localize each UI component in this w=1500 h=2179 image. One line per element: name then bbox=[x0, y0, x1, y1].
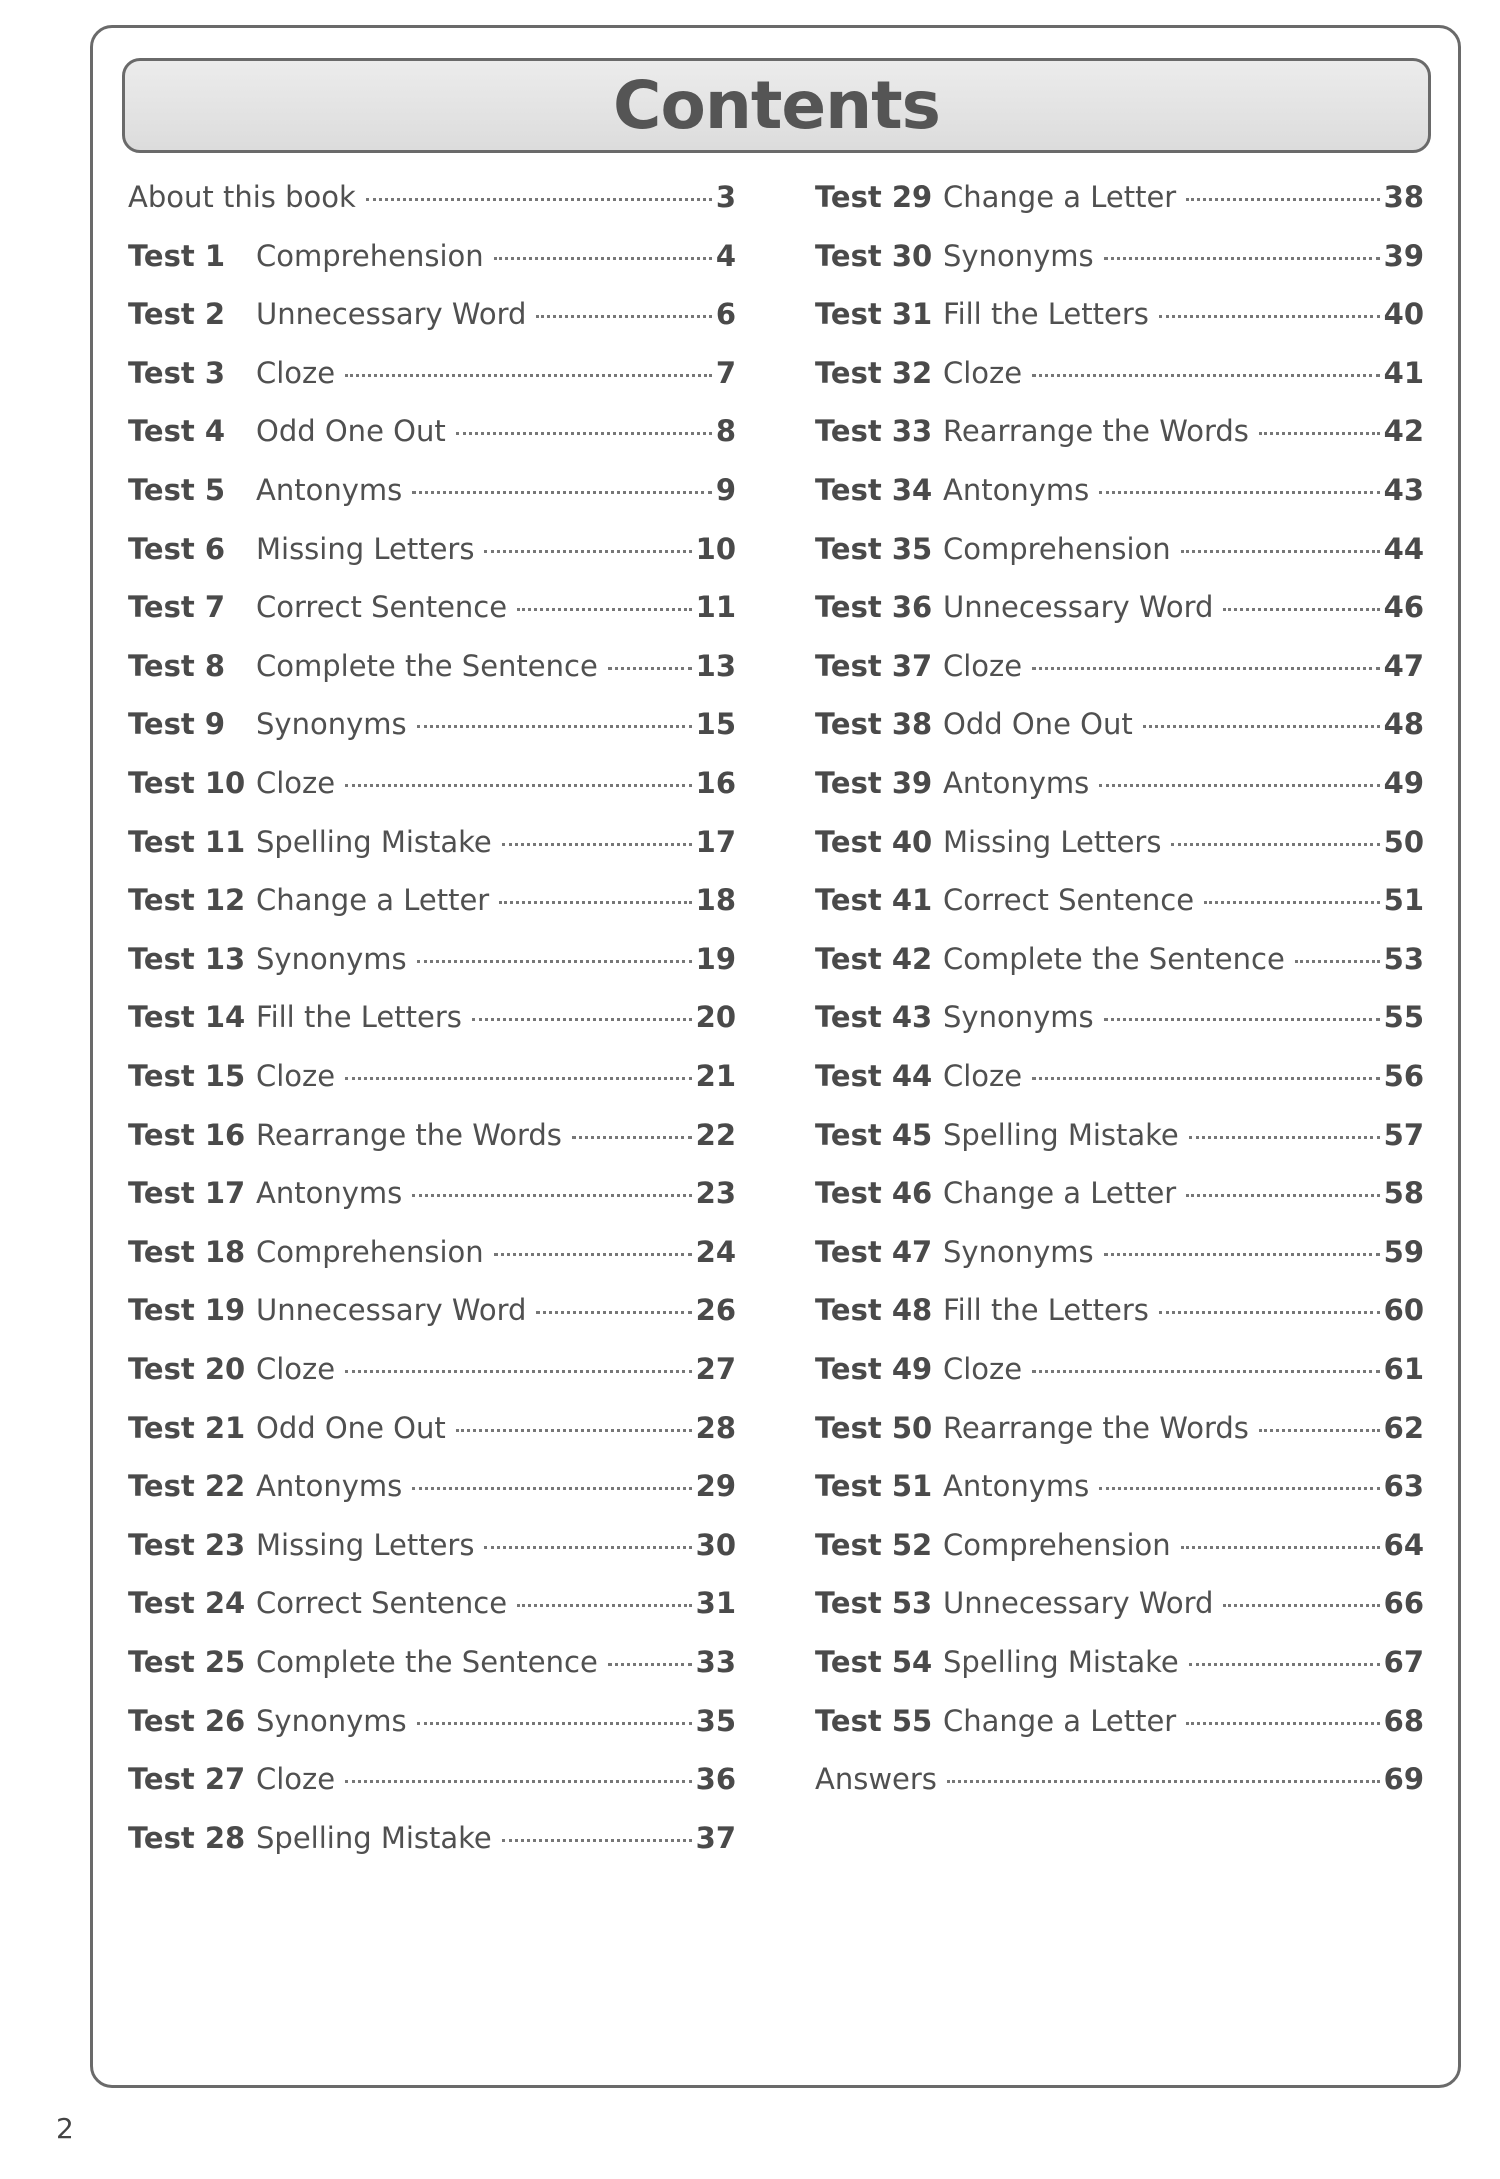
toc-entry[interactable] bbox=[815, 414, 1424, 454]
dot-leader bbox=[1186, 198, 1379, 201]
dot-leader bbox=[1223, 608, 1379, 611]
page-ref: 22 bbox=[695, 1117, 736, 1152]
test-label: Test 1 bbox=[128, 238, 225, 273]
toc-entry[interactable] bbox=[128, 766, 736, 806]
dot-leader bbox=[1171, 843, 1379, 846]
dot-leader bbox=[456, 1429, 692, 1432]
toc-entry[interactable] bbox=[815, 1293, 1424, 1333]
page-ref: 13 bbox=[695, 648, 736, 683]
page-ref: 50 bbox=[1383, 824, 1424, 859]
test-label: Test 55 bbox=[815, 1703, 933, 1738]
test-label: Test 26 bbox=[128, 1703, 246, 1738]
dot-leader bbox=[412, 1194, 691, 1197]
toc-entry[interactable] bbox=[815, 590, 1424, 630]
test-label: Test 29 bbox=[815, 180, 933, 214]
toc-entry[interactable] bbox=[128, 1704, 736, 1744]
test-label: Test 32 bbox=[815, 355, 933, 390]
test-label: Test 5 bbox=[128, 473, 225, 507]
entry-title: Spelling Mistake bbox=[943, 1645, 1179, 1679]
test-label: Test 40 bbox=[815, 824, 933, 859]
entry-title: Rearrange the Words bbox=[256, 1117, 562, 1152]
entry-title: Correct Sentence bbox=[256, 590, 508, 625]
test-label: Test 6 bbox=[128, 531, 225, 566]
entry-title: Comprehension bbox=[256, 238, 484, 273]
dot-leader bbox=[1099, 784, 1379, 787]
page-ref: 30 bbox=[695, 1527, 736, 1562]
test-label: Test 24 bbox=[128, 1586, 246, 1621]
test-label: Test 13 bbox=[128, 941, 246, 976]
entry-title: Cloze bbox=[256, 1059, 336, 1093]
page-ref: 69 bbox=[1383, 1762, 1424, 1797]
dot-leader bbox=[1104, 1018, 1380, 1021]
test-label: Test 30 bbox=[815, 238, 933, 273]
toc-entry[interactable] bbox=[815, 239, 1424, 279]
test-label: Test 20 bbox=[128, 1352, 246, 1386]
entry-title: Unnecessary Word bbox=[943, 1586, 1214, 1621]
entry-title: Comprehension bbox=[943, 531, 1171, 566]
page-ref: 28 bbox=[695, 1410, 736, 1445]
page-ref: 29 bbox=[695, 1469, 736, 1504]
test-label: Test 4 bbox=[128, 414, 225, 449]
entry-title: Cloze bbox=[256, 1762, 336, 1797]
entry-title: Answers bbox=[815, 1762, 937, 1797]
dot-leader bbox=[1143, 725, 1380, 728]
dot-leader bbox=[608, 1663, 692, 1666]
test-label: Test 41 bbox=[815, 883, 933, 918]
toc-entry[interactable] bbox=[128, 1118, 736, 1158]
entry-title: Spelling Mistake bbox=[256, 1820, 492, 1855]
entry-title: Change a Letter bbox=[943, 1176, 1177, 1211]
toc-entry[interactable] bbox=[128, 590, 736, 630]
page-ref: 39 bbox=[1383, 238, 1424, 273]
page-ref: 23 bbox=[695, 1176, 736, 1211]
entry-title: Missing Letters bbox=[943, 824, 1162, 859]
test-label: Test 31 bbox=[815, 297, 933, 332]
test-label: Test 53 bbox=[815, 1586, 933, 1621]
page-ref: 21 bbox=[695, 1059, 736, 1093]
toc-entry[interactable] bbox=[815, 1059, 1424, 1099]
test-label: Test 11 bbox=[128, 824, 246, 859]
toc-entry[interactable] bbox=[815, 1469, 1424, 1509]
page-ref: 66 bbox=[1383, 1586, 1424, 1621]
page-ref: 38 bbox=[1383, 180, 1424, 214]
toc-entry[interactable] bbox=[128, 1352, 736, 1392]
page-ref: 40 bbox=[1383, 297, 1424, 332]
dot-leader bbox=[1186, 1722, 1379, 1725]
test-label: Test 7 bbox=[128, 590, 225, 625]
dot-leader bbox=[517, 1604, 692, 1607]
page-ref: 26 bbox=[695, 1293, 736, 1328]
entry-title: Cloze bbox=[943, 648, 1023, 683]
dot-leader bbox=[345, 784, 692, 787]
entry-title: Unnecessary Word bbox=[943, 590, 1214, 625]
entry-title: Fill the Letters bbox=[256, 1000, 462, 1035]
entry-title: Cloze bbox=[943, 355, 1023, 390]
page-ref: 41 bbox=[1383, 355, 1424, 390]
toc-entry[interactable] bbox=[815, 707, 1424, 747]
dot-leader bbox=[1159, 1311, 1380, 1314]
page-ref: 59 bbox=[1383, 1234, 1424, 1269]
page-ref: 33 bbox=[695, 1645, 736, 1679]
toc-entry[interactable] bbox=[128, 1235, 736, 1275]
entry-title: Change a Letter bbox=[943, 180, 1177, 214]
entry-title: Odd One Out bbox=[943, 707, 1133, 742]
test-label: Test 22 bbox=[128, 1469, 246, 1504]
toc-entry[interactable] bbox=[128, 532, 736, 572]
test-label: Test 52 bbox=[815, 1527, 933, 1562]
test-label: Test 36 bbox=[815, 590, 933, 625]
test-label: Test 42 bbox=[815, 941, 933, 976]
toc-entry[interactable] bbox=[815, 649, 1424, 689]
test-label: Test 51 bbox=[815, 1469, 933, 1504]
page-ref: 8 bbox=[715, 414, 736, 449]
test-label: Test 19 bbox=[128, 1293, 246, 1328]
page-ref: 37 bbox=[695, 1820, 736, 1855]
dot-leader bbox=[1032, 374, 1380, 377]
entry-title: Synonyms bbox=[943, 1000, 1094, 1035]
test-label: Test 17 bbox=[128, 1176, 246, 1211]
toc-entry[interactable] bbox=[128, 297, 736, 337]
test-label: Test 23 bbox=[128, 1527, 246, 1562]
toc-entry[interactable] bbox=[128, 1762, 736, 1802]
entry-title: Antonyms bbox=[943, 1469, 1090, 1504]
entry-title: Missing Letters bbox=[256, 531, 475, 566]
entry-title: Unnecessary Word bbox=[256, 297, 527, 332]
dot-leader bbox=[572, 1136, 692, 1139]
dot-leader bbox=[1099, 491, 1379, 494]
page-ref: 56 bbox=[1383, 1059, 1424, 1093]
toc-entry[interactable] bbox=[815, 1352, 1424, 1392]
entry-title: Cloze bbox=[256, 1352, 336, 1386]
toc-entry[interactable] bbox=[815, 766, 1424, 806]
entry-title: Correct Sentence bbox=[943, 883, 1195, 918]
entry-title: Synonyms bbox=[943, 238, 1094, 273]
toc-entry[interactable] bbox=[815, 297, 1424, 337]
dot-leader bbox=[1295, 960, 1380, 963]
entry-title: Complete the Sentence bbox=[256, 648, 598, 683]
test-label: Test 27 bbox=[128, 1762, 246, 1797]
dot-leader bbox=[1104, 1253, 1380, 1256]
entry-title: Change a Letter bbox=[943, 1703, 1177, 1738]
toc-entry[interactable] bbox=[815, 1762, 1424, 1802]
toc-entry[interactable] bbox=[128, 1059, 736, 1099]
page-title: Contents bbox=[613, 67, 940, 144]
test-label: Test 12 bbox=[128, 883, 246, 918]
toc-entry[interactable] bbox=[815, 1528, 1424, 1568]
test-label: Test 39 bbox=[815, 766, 933, 800]
toc-entry[interactable] bbox=[815, 356, 1424, 396]
dot-leader bbox=[417, 960, 692, 963]
dot-leader bbox=[417, 725, 692, 728]
dot-leader bbox=[1259, 1429, 1380, 1432]
entry-title: Cloze bbox=[943, 1352, 1023, 1386]
entry-title: Antonyms bbox=[256, 473, 403, 507]
page-ref: 58 bbox=[1383, 1176, 1424, 1211]
test-label: Test 44 bbox=[815, 1059, 933, 1093]
test-label: Test 14 bbox=[128, 1000, 246, 1035]
toc-entry[interactable] bbox=[815, 1645, 1424, 1685]
page-ref: 3 bbox=[715, 180, 736, 214]
page-ref: 55 bbox=[1383, 1000, 1424, 1035]
toc-entry[interactable] bbox=[128, 1000, 736, 1040]
dot-leader bbox=[412, 491, 712, 494]
toc-entry[interactable] bbox=[128, 1411, 736, 1451]
page-ref: 16 bbox=[695, 766, 736, 800]
page-ref: 68 bbox=[1383, 1703, 1424, 1738]
toc-entry[interactable] bbox=[128, 1586, 736, 1626]
toc-entry[interactable] bbox=[128, 883, 736, 923]
test-label: Test 35 bbox=[815, 531, 933, 566]
entry-title: Spelling Mistake bbox=[943, 1117, 1179, 1152]
toc-entry[interactable] bbox=[815, 825, 1424, 865]
page-ref: 42 bbox=[1383, 414, 1424, 449]
dot-leader bbox=[536, 315, 711, 318]
dot-leader bbox=[947, 1780, 1380, 1783]
dot-leader bbox=[472, 1018, 692, 1021]
entry-title: Comprehension bbox=[256, 1234, 484, 1269]
toc-entry[interactable] bbox=[815, 473, 1424, 513]
page-ref: 35 bbox=[695, 1703, 736, 1738]
page-ref: 53 bbox=[1383, 941, 1424, 976]
dot-leader bbox=[517, 608, 692, 611]
test-label: Test 49 bbox=[815, 1352, 933, 1386]
toc-entry[interactable] bbox=[128, 1176, 736, 1216]
toc-entry[interactable] bbox=[128, 180, 736, 220]
dot-leader bbox=[1032, 1077, 1380, 1080]
dot-leader bbox=[1032, 667, 1380, 670]
entry-title: Fill the Letters bbox=[943, 297, 1149, 332]
entry-title: Cloze bbox=[943, 1059, 1023, 1093]
toc-entry[interactable] bbox=[815, 1000, 1424, 1040]
dot-leader bbox=[608, 667, 692, 670]
test-label: Test 8 bbox=[128, 648, 225, 683]
dot-leader bbox=[1186, 1194, 1379, 1197]
entry-title: Change a Letter bbox=[256, 883, 490, 918]
test-label: Test 2 bbox=[128, 297, 225, 332]
toc-entry[interactable] bbox=[128, 825, 736, 865]
page-ref: 18 bbox=[695, 883, 736, 918]
entry-title: Synonyms bbox=[256, 1703, 407, 1738]
page-ref: 9 bbox=[715, 473, 736, 507]
dot-leader bbox=[484, 1546, 691, 1549]
entry-title: Complete the Sentence bbox=[256, 1645, 598, 1679]
toc-entry[interactable] bbox=[128, 942, 736, 982]
toc-entry[interactable] bbox=[128, 414, 736, 454]
page-ref: 63 bbox=[1383, 1469, 1424, 1504]
dot-leader bbox=[1259, 432, 1380, 435]
toc-entry[interactable] bbox=[128, 707, 736, 747]
page-ref: 11 bbox=[695, 590, 736, 625]
page-ref: 4 bbox=[715, 238, 736, 273]
dot-leader bbox=[345, 374, 712, 377]
test-label: Test 45 bbox=[815, 1117, 933, 1152]
page-ref: 43 bbox=[1383, 473, 1424, 507]
test-label: Test 47 bbox=[815, 1234, 933, 1269]
toc-entry[interactable] bbox=[815, 1704, 1424, 1744]
test-label: Test 54 bbox=[815, 1645, 933, 1679]
dot-leader bbox=[494, 257, 712, 260]
page-ref: 19 bbox=[695, 941, 736, 976]
toc-entry[interactable] bbox=[128, 473, 736, 513]
toc-entry[interactable] bbox=[815, 883, 1424, 923]
test-label: Test 33 bbox=[815, 414, 933, 449]
toc-entry[interactable] bbox=[128, 1469, 736, 1509]
page-ref: 51 bbox=[1383, 883, 1424, 918]
toc-entry[interactable] bbox=[128, 1293, 736, 1333]
entry-title: Rearrange the Words bbox=[943, 1410, 1249, 1445]
toc-entry[interactable] bbox=[128, 649, 736, 689]
entry-title: Complete the Sentence bbox=[943, 941, 1285, 976]
dot-leader bbox=[366, 198, 712, 201]
entry-title: Antonyms bbox=[256, 1176, 403, 1211]
page-ref: 62 bbox=[1383, 1410, 1424, 1445]
dot-leader bbox=[417, 1722, 692, 1725]
entry-title: About this book bbox=[128, 180, 356, 214]
entry-title: Antonyms bbox=[943, 473, 1090, 507]
entry-title: Comprehension bbox=[943, 1527, 1171, 1562]
toc-entry[interactable] bbox=[815, 1118, 1424, 1158]
toc-entry[interactable] bbox=[128, 356, 736, 396]
page-ref: 6 bbox=[715, 297, 736, 332]
test-label: Test 37 bbox=[815, 648, 933, 683]
dot-leader bbox=[1099, 1487, 1379, 1490]
dot-leader bbox=[1223, 1604, 1379, 1607]
page-ref: 49 bbox=[1383, 766, 1424, 800]
dot-leader bbox=[502, 1839, 692, 1842]
toc-entry[interactable] bbox=[815, 180, 1424, 220]
test-label: Test 18 bbox=[128, 1234, 246, 1269]
dot-leader bbox=[1204, 901, 1380, 904]
entry-title: Antonyms bbox=[256, 1469, 403, 1504]
test-label: Test 10 bbox=[128, 766, 246, 800]
dot-leader bbox=[345, 1077, 692, 1080]
dot-leader bbox=[345, 1370, 692, 1373]
dot-leader bbox=[494, 1253, 692, 1256]
page-ref: 27 bbox=[695, 1352, 736, 1386]
toc-entry[interactable] bbox=[128, 1528, 736, 1568]
test-label: Test 3 bbox=[128, 355, 225, 390]
dot-leader bbox=[1104, 257, 1380, 260]
dot-leader bbox=[1159, 315, 1380, 318]
test-label: Test 48 bbox=[815, 1293, 933, 1328]
entry-title: Synonyms bbox=[256, 707, 407, 742]
dot-leader bbox=[536, 1311, 691, 1314]
dot-leader bbox=[484, 550, 691, 553]
dot-leader bbox=[456, 432, 712, 435]
dot-leader bbox=[1181, 1546, 1380, 1549]
test-label: Test 38 bbox=[815, 707, 933, 742]
dot-leader bbox=[1032, 1370, 1380, 1373]
toc-entry[interactable] bbox=[815, 532, 1424, 572]
page-ref: 46 bbox=[1383, 590, 1424, 625]
page-ref: 57 bbox=[1383, 1117, 1424, 1152]
contents-header bbox=[122, 58, 1431, 153]
entry-title: Rearrange the Words bbox=[943, 414, 1249, 449]
test-label: Test 16 bbox=[128, 1117, 246, 1152]
toc-entry[interactable] bbox=[815, 1586, 1424, 1626]
dot-leader bbox=[1189, 1136, 1380, 1139]
dot-leader bbox=[502, 843, 692, 846]
dot-leader bbox=[412, 1487, 691, 1490]
toc-entry[interactable] bbox=[815, 942, 1424, 982]
page-ref: 20 bbox=[695, 1000, 736, 1035]
dot-leader bbox=[499, 901, 691, 904]
entry-title: Synonyms bbox=[256, 941, 407, 976]
page-ref: 48 bbox=[1383, 707, 1424, 742]
toc-entry[interactable] bbox=[128, 1821, 736, 1861]
toc-entry[interactable] bbox=[815, 1176, 1424, 1216]
page-ref: 60 bbox=[1383, 1293, 1424, 1328]
page-ref: 31 bbox=[695, 1586, 736, 1621]
test-label: Test 15 bbox=[128, 1059, 246, 1093]
page-ref: 61 bbox=[1383, 1352, 1424, 1386]
page-ref: 36 bbox=[695, 1762, 736, 1797]
entry-title: Odd One Out bbox=[256, 414, 446, 449]
test-label: Test 21 bbox=[128, 1410, 246, 1445]
page-ref: 15 bbox=[695, 707, 736, 742]
test-label: Test 46 bbox=[815, 1176, 933, 1211]
toc-entry[interactable] bbox=[815, 1235, 1424, 1275]
dot-leader bbox=[345, 1780, 692, 1783]
test-label: Test 9 bbox=[128, 707, 225, 742]
entry-title: Correct Sentence bbox=[256, 1586, 508, 1621]
entry-title: Unnecessary Word bbox=[256, 1293, 527, 1328]
entry-title: Cloze bbox=[256, 766, 336, 800]
toc-entry[interactable] bbox=[128, 239, 736, 279]
page-ref: 47 bbox=[1383, 648, 1424, 683]
entry-title: Cloze bbox=[256, 355, 336, 390]
page-ref: 64 bbox=[1383, 1527, 1424, 1562]
page-ref: 44 bbox=[1383, 531, 1424, 566]
test-label: Test 25 bbox=[128, 1645, 246, 1679]
dot-leader bbox=[1189, 1663, 1380, 1666]
test-label: Test 43 bbox=[815, 1000, 933, 1035]
page-ref: 7 bbox=[715, 355, 736, 390]
toc-entry[interactable] bbox=[128, 1645, 736, 1685]
entry-title: Fill the Letters bbox=[943, 1293, 1149, 1328]
page-ref: 67 bbox=[1383, 1645, 1424, 1679]
dot-leader bbox=[1181, 550, 1380, 553]
page-ref: 24 bbox=[695, 1234, 736, 1269]
page-ref: 17 bbox=[695, 824, 736, 859]
test-label: Test 34 bbox=[815, 473, 933, 507]
entry-title: Antonyms bbox=[943, 766, 1090, 800]
entry-title: Missing Letters bbox=[256, 1527, 475, 1562]
test-label: Test 28 bbox=[128, 1820, 246, 1855]
entry-title: Spelling Mistake bbox=[256, 824, 492, 859]
entry-title: Odd One Out bbox=[256, 1410, 446, 1445]
entry-title: Synonyms bbox=[943, 1234, 1094, 1269]
test-label: Test 50 bbox=[815, 1410, 933, 1445]
page-number: 2 bbox=[56, 2112, 74, 2145]
page-ref: 10 bbox=[695, 531, 736, 566]
toc-entry[interactable] bbox=[815, 1411, 1424, 1451]
